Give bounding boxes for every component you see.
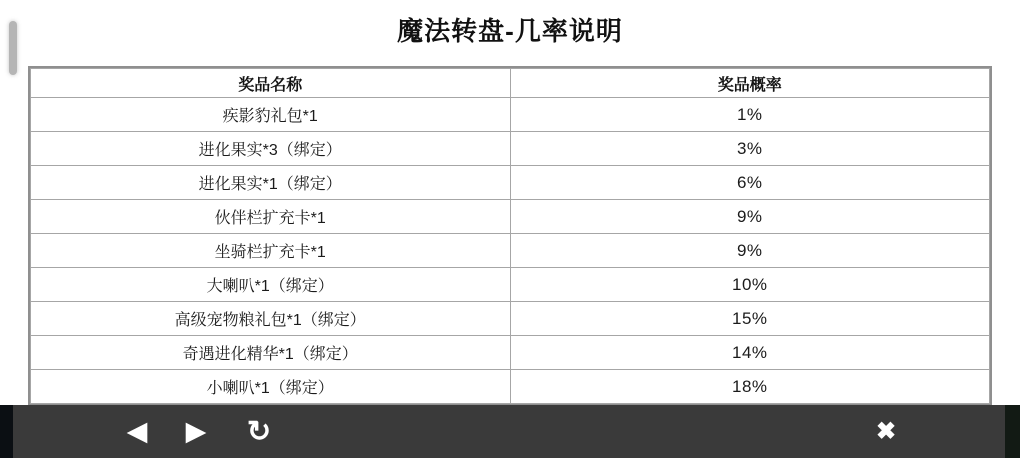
prize-probability-cell: 9%: [510, 200, 990, 234]
prize-name-cell: 疾影豹礼包*1: [31, 98, 511, 132]
table-header-row: [31, 69, 990, 98]
close-button[interactable]: [864, 405, 908, 458]
prize-probability-cell: 14%: [510, 336, 990, 370]
page-title: 魔法转盘-几率说明: [397, 16, 623, 46]
prize-name-cell: 小喇叭*1（绑定）: [31, 370, 511, 404]
table-row: [31, 132, 990, 166]
close-icon: ✖: [875, 418, 897, 445]
table-row: [31, 98, 990, 132]
prize-name-cell: 进化果实*3（绑定）: [31, 132, 511, 166]
table-row: [31, 166, 990, 200]
column-header-prize-probability: 奖品概率: [510, 69, 990, 98]
table-row: [31, 370, 990, 404]
prize-name-cell: 高级宠物粮礼包*1（绑定）: [31, 302, 511, 336]
prize-probability-cell: 10%: [510, 268, 990, 302]
prize-probability-cell: 15%: [510, 302, 990, 336]
prize-name-cell: 进化果实*1（绑定）: [31, 166, 511, 200]
table-row: [31, 200, 990, 234]
prize-name-cell: 坐骑栏扩充卡*1: [31, 234, 511, 268]
back-icon: ◀: [126, 416, 148, 446]
refresh-icon: ↻: [246, 416, 272, 448]
table-row: [31, 268, 990, 302]
forward-button[interactable]: [174, 405, 218, 458]
prize-probability-cell: 6%: [510, 166, 990, 200]
table-row: [31, 234, 990, 268]
screen-edge-shade-left: [0, 405, 13, 458]
prize-probability-cell: 3%: [510, 132, 990, 166]
prize-probability-cell: 18%: [510, 370, 990, 404]
browser-toolbar: [0, 405, 1020, 458]
refresh-button[interactable]: [237, 405, 281, 458]
prize-name-cell: 大喇叭*1（绑定）: [31, 268, 511, 302]
prize-probability-cell: 1%: [510, 98, 990, 132]
screen-edge-shade-right: [1005, 405, 1020, 458]
table-row: [31, 336, 990, 370]
column-header-prize-name: 奖品名称: [31, 69, 511, 98]
prize-name-cell: 奇遇进化精华*1（绑定）: [31, 336, 511, 370]
prize-name-cell: 伙伴栏扩充卡*1: [31, 200, 511, 234]
probability-table: [28, 66, 992, 406]
table-row: [31, 302, 990, 336]
forward-icon: ▶: [185, 416, 207, 446]
back-button[interactable]: [115, 405, 159, 458]
prize-probability-cell: 9%: [510, 234, 990, 268]
